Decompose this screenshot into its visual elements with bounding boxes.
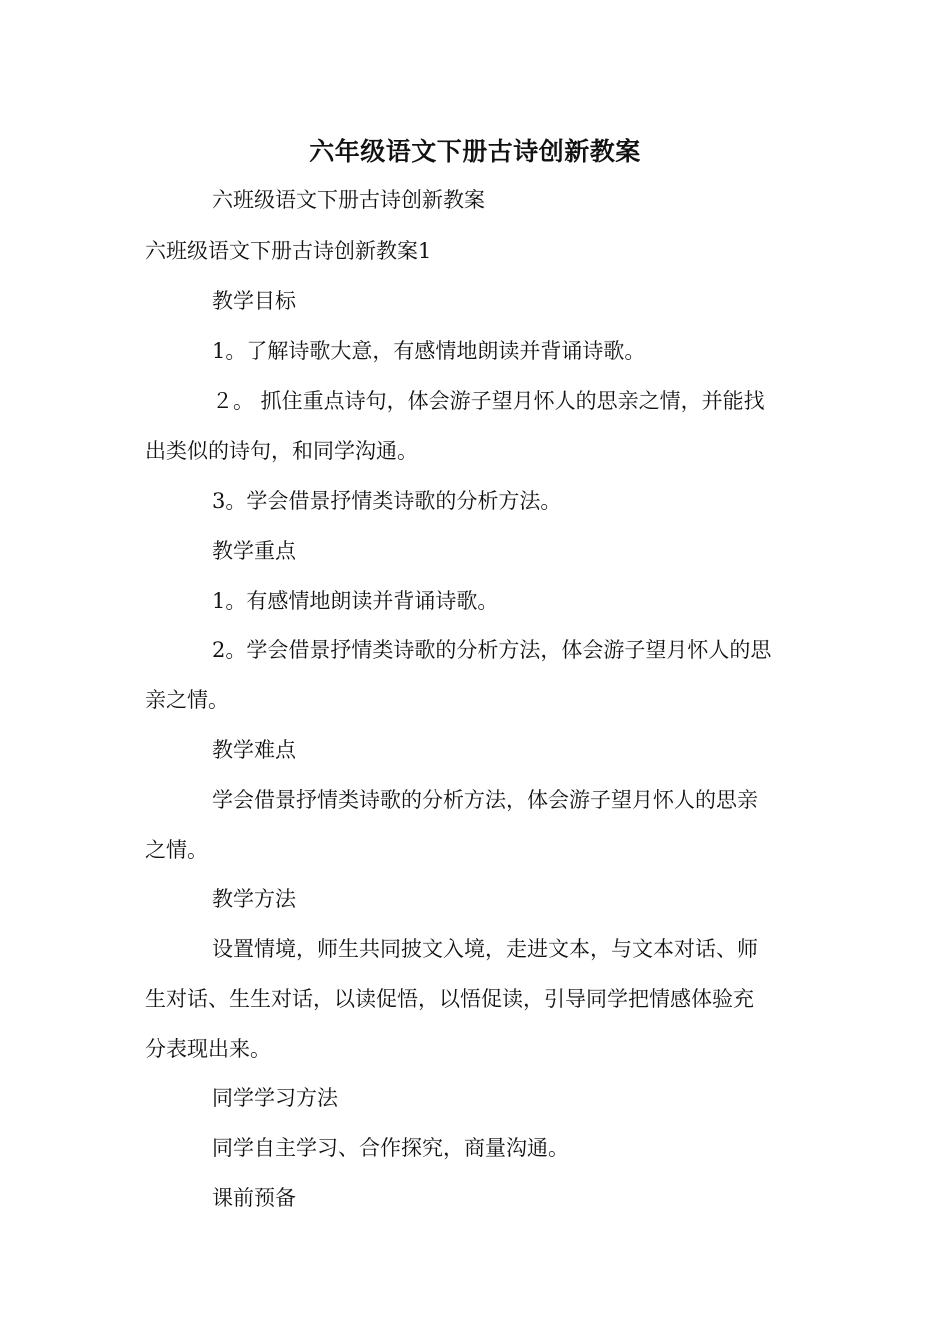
section-heading: 六班级语文下册古诗创新教案1 (145, 239, 432, 263)
objective-1: 1。了解诗歌大意，有感情地朗读并背诵诗歌。 (212, 339, 646, 363)
difficulty-text (145, 775, 810, 875)
objective-2-line-1: ２。 抓住重点诗句，体会游子望月怀人的思亲之情，并能找 (212, 389, 765, 413)
difficulty-line-1: 学会借景抒情类诗歌的分析方法，体会游子望月怀人的思亲 (212, 788, 758, 812)
key-points-heading: 教学重点 (212, 539, 296, 563)
key-point-2-line-2: 亲之情。 (145, 688, 229, 712)
student-method: 同学自主学习、合作探究，商量沟通。 (212, 1136, 569, 1160)
student-method-heading: 同学学习方法 (212, 1086, 338, 1110)
difficulty-line-2: 之情。 (145, 838, 208, 862)
method-heading: 教学方法 (212, 887, 296, 911)
key-point-1: 1。有感情地朗读并背诵诗歌。 (212, 589, 499, 613)
method-line-3: 分表现出来。 (145, 1037, 271, 1061)
objective-2-line-2: 出类似的诗句，和同学沟通。 (145, 439, 418, 463)
key-point-2-line-1: 2。学会借景抒情类诗歌的分析方法，体会游子望月怀人的思 (212, 638, 772, 662)
objective-2 (145, 376, 810, 476)
difficulty-heading: 教学难点 (212, 738, 296, 762)
key-point-2 (145, 625, 810, 725)
preparation-heading: 课前预备 (212, 1186, 296, 1210)
objective-3: 3。学会借景抒情类诗歌的分析方法。 (212, 489, 562, 513)
subtitle: 六班级语文下册古诗创新教案 (212, 188, 485, 212)
method-line-2: 生对话、生生对话，以读促悟，以悟促读，引导同学把情感体验充 (145, 987, 754, 1011)
method-line-1: 设置情境，师生共同披文入境，走进文本，与文本对话、师 (212, 937, 758, 961)
method-text (145, 924, 810, 1074)
document-title: 六年级语文下册古诗创新教案 (309, 137, 641, 166)
objectives-heading: 教学目标 (212, 289, 296, 313)
